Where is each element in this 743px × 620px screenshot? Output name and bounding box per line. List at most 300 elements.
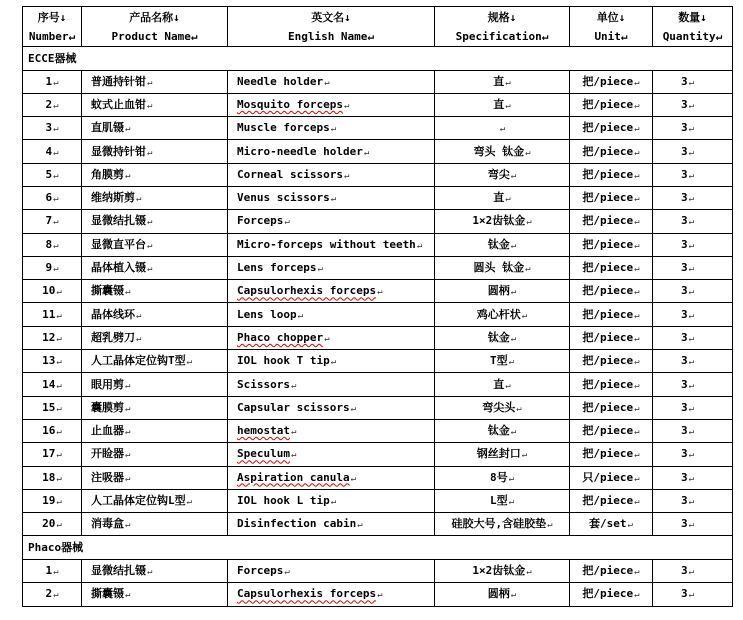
cell-end-mark: ↵ [53,77,59,88]
cell-end-mark: ↵ [634,473,640,484]
table-row [23,326,733,349]
cell-specification [435,513,570,536]
cell-end-mark: ↵ [521,310,528,321]
cell-specification [435,583,570,606]
cell-product-name [82,280,228,303]
cell-end-mark: ↵ [688,380,695,391]
cell-end-mark: ↵ [508,473,515,484]
cell-end-mark: ↵ [416,240,423,251]
cell-number [23,233,82,256]
cell-product-name [82,210,228,233]
cell-end-mark: ↵ [147,100,153,111]
cell-number-text: 17 [42,447,56,461]
table-body [23,47,733,607]
cell-end-mark: ↵ [634,217,640,228]
cell-end-mark: ↵ [136,310,142,321]
header-product-name: 产品名称↓ Product Name↵ [82,7,228,47]
cell-quantity-text: 3 [680,261,688,275]
cell-end-mark: ↵ [136,194,142,205]
cell-end-mark: ↵ [330,496,337,507]
cell-end-mark: ↵ [56,333,62,344]
cell-end-mark: ↵ [634,147,640,158]
cell-quantity-text: 3 [680,400,688,414]
cell-specification-text: 1×2齿钛金 [472,214,526,228]
cell-product-name [82,373,228,396]
cell-english-name [228,559,435,582]
cell-specification [435,280,570,303]
cell-product-name [82,350,228,373]
cell-number [23,163,82,186]
cell-quantity-text: 3 [680,214,688,228]
cell-specification-text: 弯头 钛金 [473,144,525,158]
cell-product-name [82,163,228,186]
cell-english-name [228,70,435,93]
cell-end-mark: ↵ [516,403,522,414]
cell-english-name-text: Micro-forceps without teeth [237,237,416,251]
cell-english-name-text: Speculum [237,447,290,461]
cell-unit-text: 把/piece [582,330,634,344]
cell-english-name-text: Muscle forceps [237,121,330,135]
cell-number [23,350,82,373]
cell-unit-text: 把/piece [582,237,634,251]
cell-product-name-text: 注吸器 [91,470,124,484]
cell-product-name-text: 维纳斯剪 [91,191,135,205]
cell-end-mark: ↵ [688,520,695,531]
cell-end-mark: ↵ [343,100,350,111]
cell-specification-text: 直 [493,191,505,205]
cell-unit-text: 把/piece [582,121,634,135]
cell-end-mark: ↵ [186,357,193,368]
table-row [23,443,733,466]
cell-number-text: 4 [45,144,53,158]
cell-end-mark: ↵ [125,450,131,461]
cell-unit-text: 把/piece [582,377,634,391]
cell-product-name [82,70,228,93]
cell-end-mark: ↵ [688,287,695,298]
table-row [23,350,733,373]
cell-english-name [228,513,435,536]
cell-quantity [653,140,733,163]
cell-specification [435,489,570,512]
cell-product-name [82,233,228,256]
cell-quantity-text: 3 [680,354,688,368]
cell-product-name-text: 止血器 [91,424,124,438]
cell-quantity [653,350,733,373]
cell-end-mark: ↵ [510,333,517,344]
cell-specification-text: 8号 [489,470,508,484]
cell-english-name-text: Forceps [237,564,284,578]
cell-end-mark: ↵ [525,264,531,275]
cell-english-name-text: Micro-needle holder [237,144,363,158]
header-unit: 单位↓ Unit↵ [570,7,653,47]
cell-end-mark: ↵ [53,170,59,181]
cell-english-name [228,396,435,419]
cell-quantity [653,186,733,209]
cell-end-mark: ↵ [505,100,511,111]
cell-end-mark: ↵ [125,287,131,298]
cell-english-name [228,256,435,279]
cell-english-name-text: Scissors [237,377,290,391]
header-specification: 规格↓ Specification↵ [435,7,570,47]
section-title-text: Phaco器械 [28,541,84,555]
cell-unit [570,280,653,303]
cell-number-text: 15 [42,400,56,414]
cell-quantity [653,326,733,349]
cell-end-mark: ↵ [147,264,153,275]
cell-end-mark: ↵ [688,147,695,158]
cell-end-mark: ↵ [377,287,383,298]
cell-english-name-text: Corneal scissors [237,167,343,181]
table-row [23,396,733,419]
cell-end-mark: ↵ [53,147,59,158]
cell-english-name-text: Disinfection cabin [237,517,357,531]
cell-english-name [228,163,435,186]
cell-unit-text: 把/piece [582,447,634,461]
cell-end-mark: ↵ [56,473,62,484]
cell-english-name [228,140,435,163]
cell-end-mark: ↵ [125,590,131,601]
cell-number-text: 18 [42,470,56,484]
cell-specification-text: 钢丝封口 [476,447,521,461]
cell-product-name [82,93,228,116]
cell-end-mark: ↵ [284,217,290,228]
cell-end-mark: ↵ [330,357,337,368]
table-row [23,186,733,209]
cell-end-mark: ↵ [688,567,695,578]
cell-end-mark: ↵ [634,333,640,344]
cell-unit [570,466,653,489]
cell-specification [435,93,570,116]
cell-specification-text: 硅胶大号,含硅胶垫 [451,517,547,531]
cell-unit-text: 把/piece [582,214,634,228]
cell-english-name [228,303,435,326]
header-quantity: 数量↓ Quantity↵ [653,7,733,47]
table-row [23,466,733,489]
cell-unit [570,303,653,326]
cell-product-name-text: 撕囊镊 [91,587,124,601]
cell-end-mark: ↵ [324,333,330,344]
cell-unit [570,583,653,606]
cell-number [23,513,82,536]
cell-quantity [653,233,733,256]
cell-quantity [653,117,733,140]
table-row [23,70,733,93]
cell-english-name-text: IOL hook T tip [237,354,330,368]
cell-number [23,419,82,442]
cell-unit-text: 把/piece [582,400,634,414]
cell-end-mark: ↵ [634,170,640,181]
cell-end-mark: ↵ [125,170,131,181]
cell-end-mark: ↵ [125,427,131,438]
cell-specification-text: 钛金 [487,424,510,438]
cell-end-mark: ↵ [53,100,59,111]
cell-specification-text: 圆柄 [487,284,510,298]
cell-product-name-text: 超乳劈刀 [91,330,135,344]
cell-end-mark: ↵ [510,590,517,601]
cell-end-mark: ↵ [634,357,640,368]
cell-product-name-text: 人工晶体定位钩L型 [91,493,186,507]
cell-unit-text: 把/piece [582,74,634,88]
cell-english-name-text: Phaco chopper [237,330,324,344]
cell-specification [435,117,570,140]
cell-unit-text: 只/piece [582,470,634,484]
cell-quantity-text: 3 [680,191,688,205]
cell-specification-text: 1×2齿钛金 [472,564,526,578]
cell-unit-text: 把/piece [582,144,634,158]
cell-product-name-text: 角膜剪 [91,167,124,181]
cell-number [23,93,82,116]
cell-quantity [653,256,733,279]
cell-end-mark: ↵ [56,427,62,438]
cell-number [23,186,82,209]
cell-unit [570,117,653,140]
cell-quantity-text: 3 [680,424,688,438]
cell-end-mark: ↵ [634,124,640,135]
cell-end-mark: ↵ [53,124,59,135]
cell-end-mark: ↵ [688,217,695,228]
cell-unit [570,233,653,256]
cell-unit [570,93,653,116]
cell-product-name [82,117,228,140]
cell-unit [570,373,653,396]
cell-english-name-text: IOL hook L tip [237,493,330,507]
cell-specification-text: 弯尖 [487,167,510,181]
cell-specification-text: T型 [489,354,508,368]
cell-end-mark: ↵ [525,147,531,158]
cell-english-name [228,280,435,303]
table-row [23,256,733,279]
cell-quantity-text: 3 [680,470,688,484]
cell-end-mark: ↵ [357,520,363,531]
cell-product-name [82,303,228,326]
cell-number-text: 1 [45,564,53,578]
cell-quantity [653,280,733,303]
cell-quantity-text: 3 [680,97,688,111]
cell-english-name-text: Lens forceps [237,261,317,275]
cell-specification [435,233,570,256]
cell-number-text: 6 [45,191,53,205]
cell-unit [570,70,653,93]
cell-specification-text: 弯尖头 [482,400,516,414]
cell-quantity [653,466,733,489]
cell-end-mark: ↵ [688,473,695,484]
cell-end-mark: ↵ [688,240,695,251]
cell-unit [570,163,653,186]
cell-quantity [653,373,733,396]
cell-number [23,210,82,233]
cell-product-name-text: 显微持针钳 [91,144,146,158]
cell-number-text: 20 [42,517,56,531]
cell-quantity-text: 3 [680,74,688,88]
cell-end-mark: ↵ [290,427,297,438]
cell-end-mark: ↵ [634,380,640,391]
cell-english-name [228,443,435,466]
cell-unit [570,443,653,466]
cell-product-name-text: 消毒盒 [91,517,124,531]
cell-quantity-text: 3 [680,377,688,391]
cell-end-mark: ↵ [688,170,695,181]
cell-english-name [228,326,435,349]
cell-end-mark: ↵ [56,496,62,507]
cell-quantity [653,489,733,512]
cell-product-name [82,326,228,349]
cell-specification [435,326,570,349]
cell-product-name [82,466,228,489]
cell-number [23,373,82,396]
table-row [23,117,733,140]
cell-end-mark: ↵ [136,333,142,344]
cell-quantity [653,93,733,116]
cell-end-mark: ↵ [324,77,330,88]
cell-product-name-text: 撕囊镊 [91,284,124,298]
cell-number [23,443,82,466]
cell-product-name-text: 囊膜剪 [91,400,124,414]
cell-english-name-text: Capsulorhexis forceps [237,587,377,601]
cell-specification [435,350,570,373]
cell-product-name [82,419,228,442]
cell-unit [570,186,653,209]
cell-english-name-text: Capsulorhexis forceps [237,284,377,298]
cell-english-name-text: Mosquito forceps [237,97,343,111]
cell-number [23,559,82,582]
cell-end-mark: ↵ [350,403,357,414]
cell-english-name-text: Aspiration canula [237,470,350,484]
cell-end-mark: ↵ [634,310,640,321]
table-row [23,373,733,396]
cell-number-text: 2 [45,97,53,111]
cell-end-mark: ↵ [125,520,131,531]
cell-english-name [228,210,435,233]
cell-quantity-text: 3 [680,517,688,531]
cell-unit-text: 把/piece [582,424,634,438]
cell-number-text: 11 [42,307,56,321]
cell-end-mark: ↵ [125,380,131,391]
cell-unit-text: 把/piece [582,493,634,507]
header-row [23,7,733,47]
cell-number [23,70,82,93]
cell-unit-text: 把/piece [582,97,634,111]
cell-end-mark: ↵ [56,287,62,298]
cell-quantity [653,583,733,606]
cell-quantity [653,70,733,93]
cell-english-name-text: Venus scissors [237,191,330,205]
cell-product-name-text: 人工晶体定位钩T型 [91,354,186,368]
cell-english-name [228,466,435,489]
cell-unit [570,140,653,163]
cell-specification [435,70,570,93]
cell-unit [570,489,653,512]
cell-unit-text: 把/piece [582,191,634,205]
cell-end-mark: ↵ [688,124,695,135]
cell-specification [435,443,570,466]
cell-end-mark: ↵ [510,240,517,251]
cell-number [23,256,82,279]
cell-english-name-text: Lens loop [237,307,297,321]
cell-quantity [653,163,733,186]
cell-end-mark: ↵ [688,100,695,111]
table-row [23,559,733,582]
cell-end-mark: ↵ [330,194,337,205]
cell-end-mark: ↵ [526,217,532,228]
cell-specification-text: 直 [493,97,505,111]
cell-end-mark: ↵ [634,194,640,205]
cell-end-mark: ↵ [634,403,640,414]
cell-number [23,489,82,512]
cell-end-mark: ↵ [186,496,193,507]
cell-end-mark: ↵ [330,124,337,135]
cell-unit-text: 把/piece [582,261,634,275]
header-english-name: 英文名↓ English Name↵ [228,7,435,47]
cell-end-mark: ↵ [510,287,517,298]
cell-unit-text: 套/set [589,517,627,531]
cell-end-mark: ↵ [634,450,640,461]
cell-end-mark: ↵ [53,217,59,228]
cell-english-name [228,186,435,209]
cell-product-name-text: 晶体线环 [91,307,135,321]
cell-product-name [82,396,228,419]
cell-specification-text: 鸡心杆状 [476,307,521,321]
cell-number-text: 13 [42,354,56,368]
cell-end-mark: ↵ [147,147,153,158]
cell-unit [570,326,653,349]
cell-unit-text: 把/piece [582,587,634,601]
cell-quantity [653,419,733,442]
cell-end-mark: ↵ [688,194,695,205]
cell-end-mark: ↵ [526,567,532,578]
cell-end-mark: ↵ [125,403,131,414]
section-row [23,536,733,560]
cell-specification-text: 圆柄 [487,587,510,601]
cell-specification-text: 钛金 [487,237,510,251]
cell-number-text: 3 [45,121,53,135]
header-number: 序号↓ Number↵ [23,7,82,47]
section-row [23,47,733,71]
table-row [23,233,733,256]
cell-number-text: 1 [45,74,53,88]
cell-product-name-text: 显微直平台 [91,237,146,251]
cell-specification-text: 直 [493,74,505,88]
cell-product-name [82,559,228,582]
cell-end-mark: ↵ [688,450,695,461]
table-row [23,303,733,326]
cell-end-mark: ↵ [377,590,383,601]
cell-product-name [82,513,228,536]
cell-end-mark: ↵ [634,590,640,601]
cell-number [23,140,82,163]
cell-end-mark: ↵ [688,427,695,438]
cell-number-text: 7 [45,214,53,228]
cell-product-name [82,489,228,512]
cell-end-mark: ↵ [284,567,290,578]
cell-end-mark: ↵ [147,77,153,88]
cell-end-mark: ↵ [125,473,131,484]
cell-quantity-text: 3 [680,284,688,298]
cell-number [23,396,82,419]
cell-end-mark: ↵ [505,77,511,88]
cell-quantity-text: 3 [680,564,688,578]
section-title [23,536,733,560]
cell-specification [435,186,570,209]
cell-end-mark: ↵ [634,100,640,111]
cell-unit [570,559,653,582]
cell-end-mark: ↵ [688,333,695,344]
cell-number [23,583,82,606]
cell-end-mark: ↵ [505,194,511,205]
cell-unit-text: 把/piece [582,564,634,578]
cell-end-mark: ↵ [363,147,370,158]
cell-quantity [653,210,733,233]
cell-quantity [653,396,733,419]
